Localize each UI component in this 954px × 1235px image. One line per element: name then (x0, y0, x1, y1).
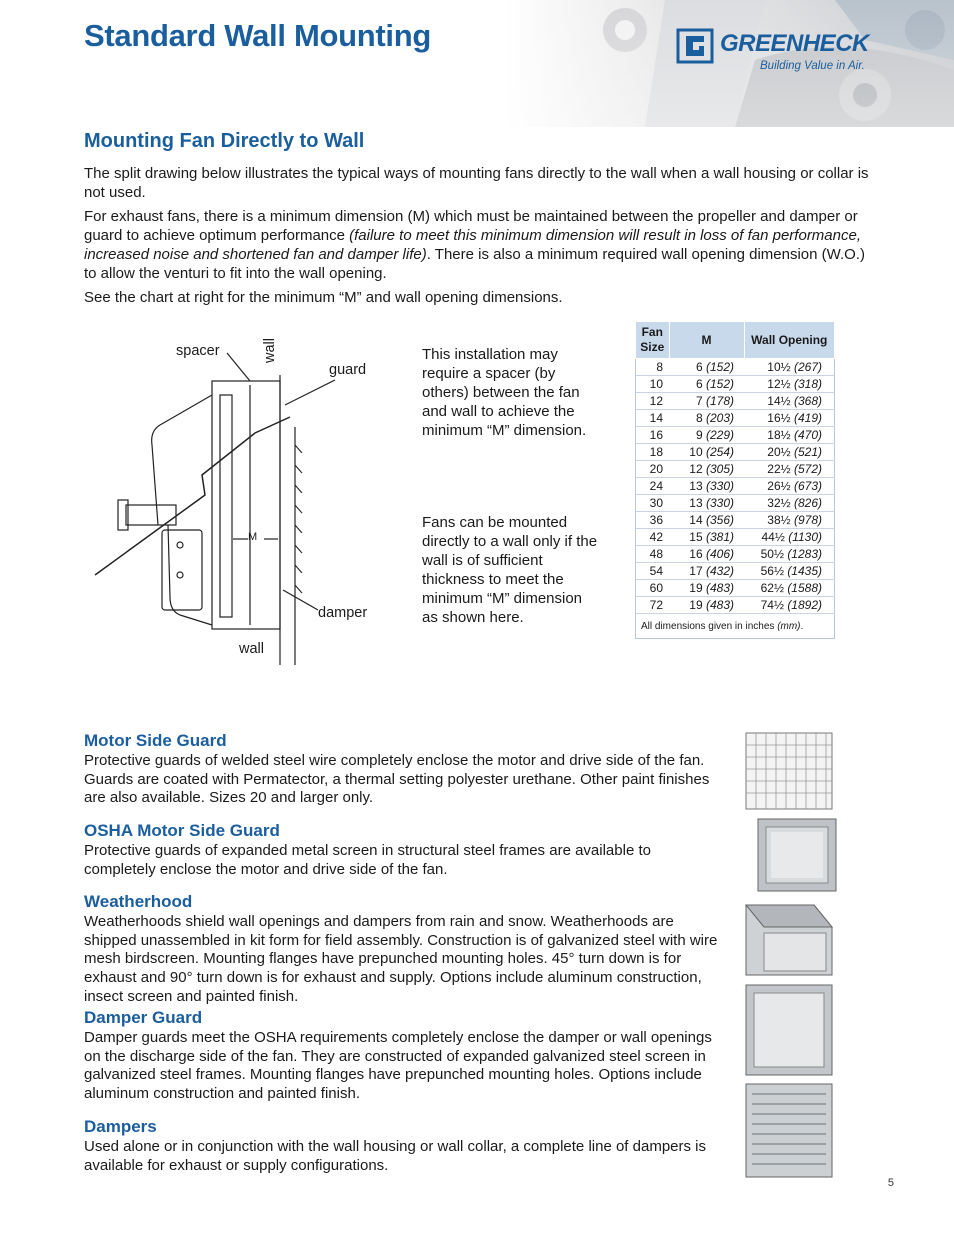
intro-paragraph-2: For exhaust fans, there is a minimum dimension (M) which must be maintained between the propeller and damper or guard to achieve optimum performance (failure to meet this minimum dimension will result in loss of fan performance, increased noise and shortened fan and damper life). There is also a minimum required wall opening dimension (W.O.) to allow the venturi to fit into the wall opening. (84, 208, 865, 282)
motor-side-guard-title: Motor Side Guard (84, 731, 227, 750)
cell-m: 16 (406) (669, 546, 744, 563)
intro-paragraph-1: The split drawing below illustrates the typical ways of mounting fans directly to the wall when a wall housing or collar is not used. (84, 165, 869, 201)
table-row (636, 580, 835, 597)
osha-guard-title: OSHA Motor Side Guard (84, 821, 280, 840)
cell-m: 9 (229) (669, 427, 744, 444)
cell-wall-opening: 32½ (826) (744, 495, 835, 512)
cell-wall-opening: 62½ (1588) (744, 580, 835, 597)
section-heading: Mounting Fan Directly to Wall (84, 130, 365, 152)
cell-fan-size: 54 (636, 563, 670, 580)
table-row (636, 529, 835, 546)
weatherhood-title: Weatherhood (84, 892, 193, 911)
cell-m: 7 (178) (669, 393, 744, 410)
table-row (636, 563, 835, 580)
table-row (636, 478, 835, 495)
cell-wall-opening: 38½ (978) (744, 512, 835, 529)
cell-fan-size: 14 (636, 410, 670, 427)
table-row (636, 444, 835, 461)
damper-guard-text: Damper guards meet the OSHA requirements completely enclose the damper or wall openings on the discharge side of the fan. They are constructed of expanded galvanized steel screen in galvanized steel frames. Mounting flanges have prepunched mounting holes. Options include aluminum construction and painted finish. (84, 1029, 712, 1103)
cell-m: 14 (356) (669, 512, 744, 529)
cell-fan-size: 30 (636, 495, 670, 512)
cell-fan-size: 8 (636, 359, 670, 376)
label-guard: guard (329, 362, 367, 378)
cell-fan-size: 48 (636, 546, 670, 563)
cell-wall-opening: 18½ (470) (744, 427, 835, 444)
cell-wall-opening: 14½ (368) (744, 393, 835, 410)
col-wall-opening: Wall Opening (744, 322, 835, 359)
cell-m: 15 (381) (669, 529, 744, 546)
cell-wall-opening: 16½ (419) (744, 410, 835, 427)
cell-m: 13 (330) (669, 478, 744, 495)
cell-m: 6 (152) (669, 376, 744, 393)
cell-m: 19 (483) (669, 597, 744, 614)
cell-fan-size: 24 (636, 478, 670, 495)
cell-wall-opening: 26½ (673) (744, 478, 835, 495)
dampers-title: Dampers (84, 1117, 157, 1136)
cell-fan-size: 42 (636, 529, 670, 546)
table-row (636, 410, 835, 427)
cell-m: 10 (254) (669, 444, 744, 461)
cell-fan-size: 18 (636, 444, 670, 461)
mounting-diagram (90, 335, 390, 680)
direct-mount-note: Fans can be mounted directly to a wall only if the wall is of sufficient thickness to meet the minimum “M” dimension as shown here. (422, 514, 598, 626)
spacer-note: This installation may require a spacer (by others) between the fan and wall to achieve the minimum “M” dimension. (422, 346, 587, 439)
cell-m: 19 (483) (669, 580, 744, 597)
brand-tagline: Building Value in Air. (760, 60, 865, 72)
label-wall-top: wall (262, 338, 278, 363)
page-title: Standard Wall Mounting (84, 18, 431, 53)
weatherhood-text: Weatherhoods shield wall openings and dampers from rain and snow. Weatherhoods are shipped unassembled in kit form for field assembly. Construction is of galvanized steel with wire mesh birdscreen. Mounting flanges have prepunched mounting holes. 45° turn down is for exhaust and 90° turn down is for exhaust and supply. Options include aluminum construction, insect screen and painted finish. (84, 913, 718, 1005)
weatherhood-image (744, 899, 834, 976)
motor-side-guard-text: Protective guards of welded steel wire completely enclose the motor and drive side of the fan. Guards are coated with Permatector, a thermal setting polyester urethane. Other paint finishes are also available. Sizes 20 and larger only. (84, 752, 710, 807)
damper-guard-image (744, 983, 834, 1077)
cell-fan-size: 72 (636, 597, 670, 614)
cell-wall-opening: 56½ (1435) (744, 563, 835, 580)
table-footnote: All dimensions given in inches (mm). (636, 614, 835, 639)
cell-wall-opening: 22½ (572) (744, 461, 835, 478)
cell-fan-size: 16 (636, 427, 670, 444)
cell-fan-size: 60 (636, 580, 670, 597)
col-fan-size: Fan Size (636, 322, 670, 359)
osha-guard-image (752, 818, 842, 892)
cell-fan-size: 12 (636, 393, 670, 410)
col-m: M (669, 322, 744, 359)
greenheck-logo-icon (676, 28, 716, 64)
cell-m: 12 (305) (669, 461, 744, 478)
osha-guard-text: Protective guards of expanded metal screen in structural steel frames are available to completely enclose the motor and drive side of the fan. (84, 842, 651, 878)
cell-wall-opening: 74½ (1892) (744, 597, 835, 614)
cell-fan-size: 20 (636, 461, 670, 478)
cell-wall-opening: 50½ (1283) (744, 546, 835, 563)
page-number: 5 (887, 1177, 894, 1189)
table-row (636, 427, 835, 444)
table-row (636, 597, 835, 614)
cell-wall-opening: 10½ (267) (744, 359, 835, 376)
table-row (636, 461, 835, 478)
cell-wall-opening: 20½ (521) (744, 444, 835, 461)
cell-fan-size: 10 (636, 376, 670, 393)
cell-m: 17 (432) (669, 563, 744, 580)
label-wall-bottom: wall (239, 641, 264, 657)
table-row (636, 393, 835, 410)
table-row (636, 359, 835, 376)
label-damper: damper (318, 605, 368, 621)
cell-m: 8 (203) (669, 410, 744, 427)
cell-m: 13 (330) (669, 495, 744, 512)
table-row (636, 495, 835, 512)
table-row (636, 376, 835, 393)
cell-wall-opening: 44½ (1130) (744, 529, 835, 546)
greenheck-logo (676, 28, 876, 78)
dampers-text: Used alone or in conjunction with the wall housing or wall collar, a complete line of dampers is available for exhaust or supply configurations. (84, 1138, 706, 1174)
damper-guard-title: Damper Guard (84, 1008, 203, 1027)
dampers-image (744, 1082, 834, 1179)
label-m: M (248, 531, 258, 543)
cell-wall-opening: 12½ (318) (744, 376, 835, 393)
table-row (636, 512, 835, 529)
cell-m: 6 (152) (669, 359, 744, 376)
brand-name: GREENHECK (720, 30, 869, 57)
cell-fan-size: 36 (636, 512, 670, 529)
motor-side-guard-image (744, 731, 834, 811)
table-row (636, 546, 835, 563)
mounting-diagram-drawing (90, 335, 390, 680)
dimensions-table (635, 321, 835, 639)
label-spacer: spacer (176, 343, 220, 359)
intro-paragraph-3: See the chart at right for the minimum “M” and wall opening dimensions. (84, 289, 563, 306)
